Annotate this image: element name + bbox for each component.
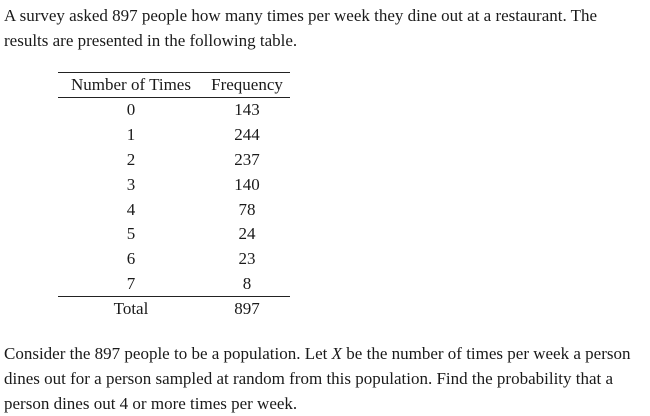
intro-paragraph: A survey asked 897 people how many times per week they dine out at a restaurant. The results are presented in the following table. — [4, 6, 598, 50]
question-text-start: Consider the 897 people to be a population. Let — [4, 344, 332, 363]
times-cell: 0 — [126, 100, 136, 120]
frequency-cell: 237 — [234, 149, 260, 169]
total-row — [58, 297, 290, 322]
frequency-cell: 24 — [238, 224, 256, 244]
times-cell: 5 — [126, 224, 136, 244]
times-cell: 6 — [126, 249, 136, 269]
frequency-cell: 143 — [234, 100, 260, 120]
times-cell: 1 — [126, 125, 136, 145]
header-frequency: Frequency — [204, 73, 290, 98]
times-cell: 2 — [126, 149, 136, 169]
frequency-table — [58, 72, 290, 321]
table-row — [58, 98, 290, 123]
table-row — [58, 123, 290, 148]
total-value: 897 — [204, 297, 290, 322]
frequency-cell: 78 — [238, 199, 256, 219]
question-paragraph — [4, 341, 644, 416]
frequency-cell: 244 — [234, 125, 260, 145]
table-row — [58, 148, 290, 173]
question-text-end: be the number of times per week a person dines out for a person sampled at random from this population. Find the probability that a person dines out 4 or more times per week. — [4, 344, 631, 413]
table-row — [58, 272, 290, 297]
frequency-cell: 23 — [238, 249, 256, 269]
table-row — [58, 172, 290, 197]
header-number-of-times: Number of Times — [58, 73, 204, 98]
total-label: Total — [58, 297, 204, 322]
variable-x: X — [331, 344, 343, 363]
times-cell: 4 — [126, 199, 136, 219]
table-row — [58, 222, 290, 247]
frequency-cell: 8 — [242, 273, 252, 293]
table-row — [58, 197, 290, 222]
table-row — [58, 247, 290, 272]
times-cell: 3 — [126, 174, 136, 194]
table-header-row — [58, 73, 290, 98]
frequency-cell: 140 — [234, 174, 260, 194]
times-cell: 7 — [126, 273, 136, 293]
